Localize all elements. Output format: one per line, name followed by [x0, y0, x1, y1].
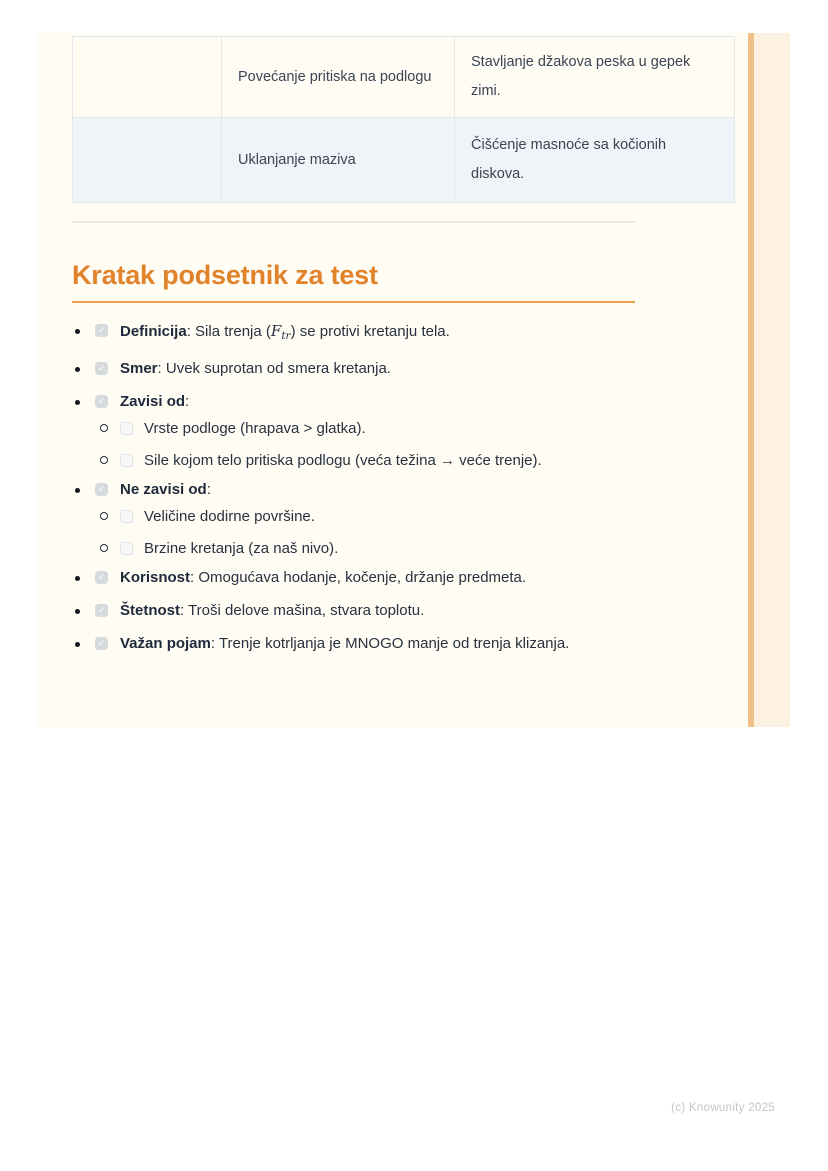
table-cell: Stavljanje džakova peska u gepek zimi.: [455, 37, 735, 118]
checkbox[interactable]: [95, 483, 108, 496]
checklist-subitem: [72, 507, 672, 527]
checklist-item: [72, 321, 672, 346]
math-subscript: tr: [281, 330, 291, 342]
checkbox[interactable]: [95, 324, 108, 337]
checkbox[interactable]: [120, 422, 133, 435]
checkbox[interactable]: [95, 604, 108, 617]
math-symbol: F: [270, 322, 282, 340]
table-row: [73, 37, 735, 118]
checkbox[interactable]: [120, 542, 133, 555]
checklist-subitem-text: Veličine dodirne površine.: [144, 508, 315, 525]
item-text: :: [185, 393, 190, 410]
bullet-icon: [75, 576, 80, 581]
checkbox[interactable]: [95, 362, 108, 375]
horizontal-divider: [72, 221, 635, 223]
item-label: Štetnost: [120, 602, 180, 619]
checklist-item: [72, 392, 672, 412]
checklist-subitem: [72, 419, 672, 439]
bullet-icon: [75, 367, 80, 372]
checklist-group: [72, 480, 672, 559]
checklist-item: [72, 359, 672, 379]
circle-bullet-icon: [100, 456, 108, 464]
checkmark-icon: ✓: [97, 638, 106, 648]
page-accent-strip: [754, 33, 790, 727]
table-cell: [73, 118, 222, 203]
table-row: [73, 118, 735, 203]
item-text: : Omogućava hodanje, kočenje, držanje predmeta.: [190, 569, 527, 586]
item-text: : Trenje kotrljanja je MNOGO manje od trenja klizanja.: [210, 635, 570, 652]
bullet-icon: [75, 329, 80, 334]
checkbox[interactable]: [120, 510, 133, 523]
checklist-group: [72, 392, 672, 471]
item-text: : Uvek suprotan od smera kretanja.: [157, 360, 391, 377]
copyright-footer: (c) Knowunity 2025: [671, 1102, 775, 1114]
checklist-sublist: [72, 419, 672, 471]
item-text: : Troši delove mašina, stvara toplotu.: [180, 602, 425, 619]
checkmark-icon: ✓: [97, 484, 106, 494]
item-label: Važan pojam: [120, 635, 211, 652]
bullet-icon: [75, 488, 80, 493]
examples-table: [72, 36, 735, 203]
circle-bullet-icon: [100, 424, 108, 432]
checklist-item-text: [120, 392, 189, 412]
checkbox[interactable]: [95, 571, 108, 584]
item-label: Korisnost: [120, 569, 191, 586]
note-page-card: [38, 33, 790, 727]
section-heading: Kratak podsetnik za test: [72, 257, 635, 303]
checkmark-icon: ✓: [97, 572, 106, 582]
checklist: [72, 321, 672, 654]
item-text: :: [206, 481, 211, 498]
table-cell: Povećanje pritiska na podlogu: [222, 37, 455, 118]
checklist-item-text: [120, 568, 526, 588]
circle-bullet-icon: [100, 544, 108, 552]
checkmark-icon: ✓: [97, 605, 106, 615]
checklist-item-text: [120, 634, 569, 654]
checkbox[interactable]: [120, 454, 133, 467]
checklist-item: [72, 568, 672, 588]
checklist-item-text: [120, 321, 450, 346]
table-cell: Čišćenje masnoće sa kočionih diskova.: [455, 118, 735, 203]
checklist-sublist: [72, 507, 672, 559]
checkmark-icon: ✓: [97, 325, 106, 335]
checklist-item-text: [120, 480, 211, 500]
checklist-subitem-text: Brzine kretanja (za naš nivo).: [144, 540, 339, 557]
circle-bullet-icon: [100, 512, 108, 520]
item-label: Smer: [120, 360, 158, 377]
bullet-icon: [75, 609, 80, 614]
checklist-item-text: [120, 359, 391, 379]
checkmark-icon: ✓: [97, 363, 106, 373]
checklist-subitem-text: Sile kojom telo pritiska podlogu (veća težina → veće trenje).: [144, 452, 542, 469]
table-cell: Uklanjanje maziva: [222, 118, 455, 203]
bullet-icon: [75, 400, 80, 405]
item-text: ) se protivi kretanju tela.: [290, 323, 450, 340]
item-text: : Sila trenja (: [186, 323, 271, 340]
bullet-icon: [75, 642, 80, 647]
checklist-subitem: [72, 451, 672, 471]
checklist-item: [72, 634, 672, 654]
checklist-subitem: [72, 539, 672, 559]
checklist-item: [72, 601, 672, 621]
item-label: Ne zavisi od: [120, 481, 207, 498]
checkmark-icon: ✓: [97, 396, 106, 406]
checklist-item: [72, 480, 672, 500]
checklist-item-text: [120, 601, 424, 621]
checkbox[interactable]: [95, 637, 108, 650]
item-label: Definicija: [120, 323, 187, 340]
checkbox[interactable]: [95, 395, 108, 408]
table-cell: [73, 37, 222, 118]
checklist-subitem-text: Vrste podloge (hrapava > glatka).: [144, 420, 366, 437]
item-label: Zavisi od: [120, 393, 186, 410]
